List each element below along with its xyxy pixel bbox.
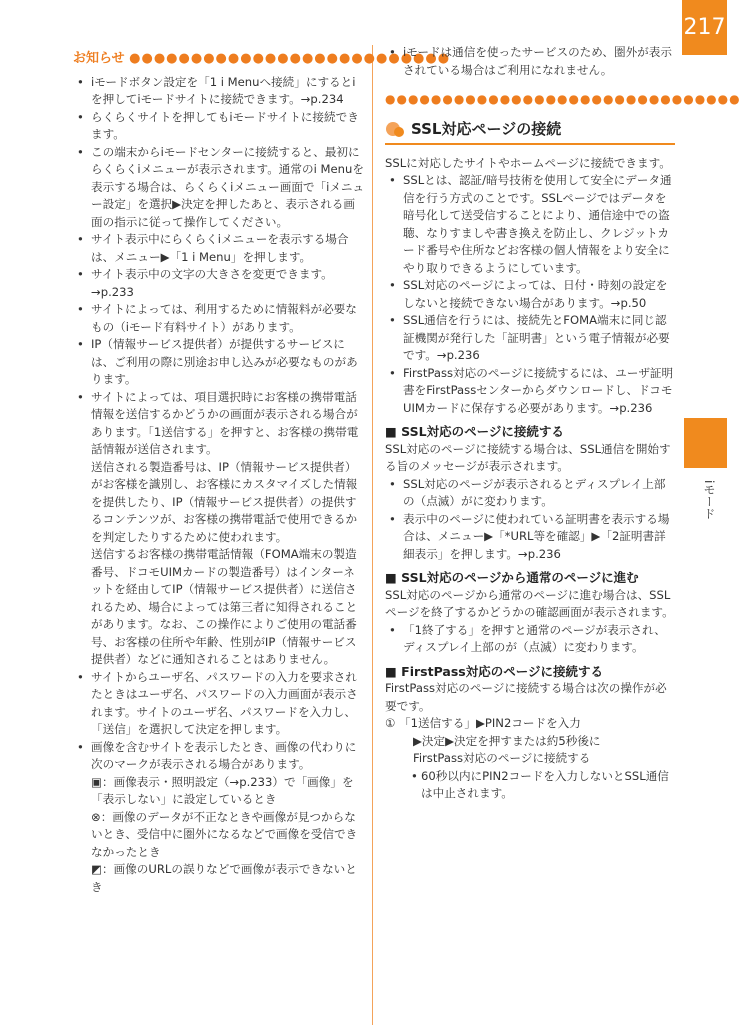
image-error-icon: ⊗ [91,809,101,824]
notes-dots: ●●●●●●●●●●●●●●●●●●●●●●●●●● [129,51,451,66]
separator-dots: ●●●●●●●●●●●●●●●●●●●●●●●●●●●●●●● [385,92,741,106]
step-number: ① [385,716,396,730]
list-item: • iモードは通信を使ったサービスのため、圏外が表示されている場合はご利用になれません。 [385,44,675,79]
list-item: • この端末からiモードセンターに接続すると、最初にらくらくiメニューが表示されます。通常のi Menuを表示する場合は、らくらくiメニュー画面で「iメニュー設定」を選択▶決定を押したあと、表示される画面の指示に従って操作してください。 [73,144,365,232]
step-note: • 60秒以内にPIN2コードを入力しないとSSL通信は中止されます。 [385,768,675,803]
sub2-list [385,622,675,657]
list-item: • サイト表示中にらくらくiメニューを表示する場合は、メニュー▶「1 i Menu」を押します。 [73,231,365,266]
device-info-note-1: 送信される製造番号は、IP（情報サービス提供者）がお客様を識別し、お客様にカスタマイズした情報を提供したり、IP（情報サービス提供者）の提供するコンテンツが、お客様の携帯電話で使用できるかを判定したりするために使われます。 [91,459,358,544]
step-line: 「1送信する」▶PIN2コードを入力 [399,716,581,730]
image-marks [73,774,365,897]
step-line: ▶決定▶決定を押すまたは約5秒後に [413,733,601,748]
top-list [385,44,675,79]
sub1-list [385,476,675,564]
image-mark-row: ◩：画像のURLの誤りなどで画像が表示できないとき [91,862,357,894]
page-number: 217 [682,0,727,55]
list-item: • 表示中のページに使われている証明書を表示する場合は、メニュー▶「*URL等を確認」▶「2証明書詳細表示」を押します。→p.236 [385,511,675,564]
list-item: • サイトによっては、項目選択時にお客様の携帯電話情報を送信するかどうかの画面が表示される場合があります。「1送信する」を押すと、お客様の携帯電話情報が送信されます。 [73,389,365,459]
list-item: • SSL通信を行うには、接続先とFOMA端末に同じ認証機関が発行した「証明書」という電子情報が必要です。→p.236 [385,312,675,365]
list-item: • 画像を含むサイトを表示したとき、画像の代わりに次のマークが表示される場合があります。 [73,739,365,774]
subheading-firstpass: ■ FirstPass対応のページに接続する [385,663,603,679]
device-info-note-2: 送信するお客様の携帯電話情報（FOMA端末の製造番号、ドコモUIMカードの製造番号）はインターネットを経由してIP（情報サービス提供者）に送信されるため、場合によっては第三者に知得されることがあります。なお、この操作によりご使用の電話番号、お客様の住所や年齢、性別がIP（情報サービス提供者）などに通知されることはありません。 [91,547,358,666]
image-broken-icon: ◩ [91,862,102,876]
chapter-label: iモード [702,480,716,520]
notes-list [73,74,365,459]
image-mark-row: ⊗：画像のデータが不正なときや画像が見つからないとき、受信中に圏外になるなどで画像を受信できなかったとき [91,809,358,859]
column-divider [372,45,373,1025]
subheading-ssl-exit: ■ SSL対応のページから通常のページに進む [385,570,639,585]
list-item: • サイトからユーザ名、パスワードの入力を要求されたときはユーザ名、パスワードの入力画面が表示されます。サイトのユーザ名、パスワードを入力し、「送信」を選択して決定を押します。 [73,669,365,739]
image-mark-row: ▣：画像表示・照明設定（→p.233）で「画像」を「表示しない」に設定しているとき [91,774,354,806]
notes-header [73,50,451,68]
notes-list-2 [73,669,365,774]
list-item: • IP（情報サービス提供者）が提供するサービスには、ご利用の際に別途お申し込みが必要なものがあります。 [73,336,365,389]
section-bubble-icon [385,121,405,139]
section-title: SSL対応ページの接続 [411,119,562,138]
subheading-ssl-connect: ■ SSL対応のページに接続する [385,424,564,439]
ssl-list [385,172,675,417]
chapter-tab [684,418,727,468]
list-item: • SSL対応のページが表示されるとディスプレイ上部の（点滅）がに変わります。 [385,476,675,511]
list-item: • サイト表示中の文字の大きさを変更できます。→p.233 [73,266,365,301]
step-line: FirstPass対応のページに接続する [413,751,591,765]
list-item: • 「1終了する」を押すと通常のページが表示され、ディスプレイ上部のが（点滅）に変わります。 [385,622,675,657]
subheading-text: SSL対応のページから通常のページに進む場合は、SSLページを終了するかどうかの確認画面が表示されます。 [385,587,674,619]
section-heading [385,121,675,145]
right-column [385,44,741,803]
list-item: • らくらくサイトを押してもiモードサイトに接続できます。 [73,109,365,144]
section-intro: SSLに対応したサイトやホームページに接続できます。 [385,155,671,170]
left-column [73,50,451,896]
subheading-text: SSL対応のページに接続する場合は、SSL通信を開始する旨のメッセージが表示されます。 [385,441,671,473]
notes-title: お知らせ [73,51,125,66]
list-item: • サイトによっては、利用するために情報料が必要なもの（iモード有料サイト）があります。 [73,301,365,336]
image-off-icon: ▣ [91,774,102,789]
list-item: • SSL対応のページによっては、日付・時刻の設定をしないと接続できない場合があります。→p.50 [385,277,675,312]
subheading-text: FirstPass対応のページに接続する場合は次の操作が必要です。 [385,681,667,713]
list-item: • iモードボタン設定を「1 i Menuへ接続」にするとiを押してiモードサイトに接続できます。→p.234 [73,74,365,109]
step-1 [385,715,675,733]
list-item: • SSLとは、認証/暗号技術を使用して安全にデータ通信を行う方式のことです。SSLページではデータを暗号化して送受信することにより、通信途中での盗聴、なりすましや書き換えを防止し、クレジットカード番号や住所などお客様の個人情報をより安全にやり取りできるようにしています。 [385,172,675,277]
list-item: • FirstPass対応のページに接続するには、ユーザ証明書をFirstPassセンターからダウンロードし、ドコモUIMカードに保存する必要があります。→p.236 [385,365,675,418]
